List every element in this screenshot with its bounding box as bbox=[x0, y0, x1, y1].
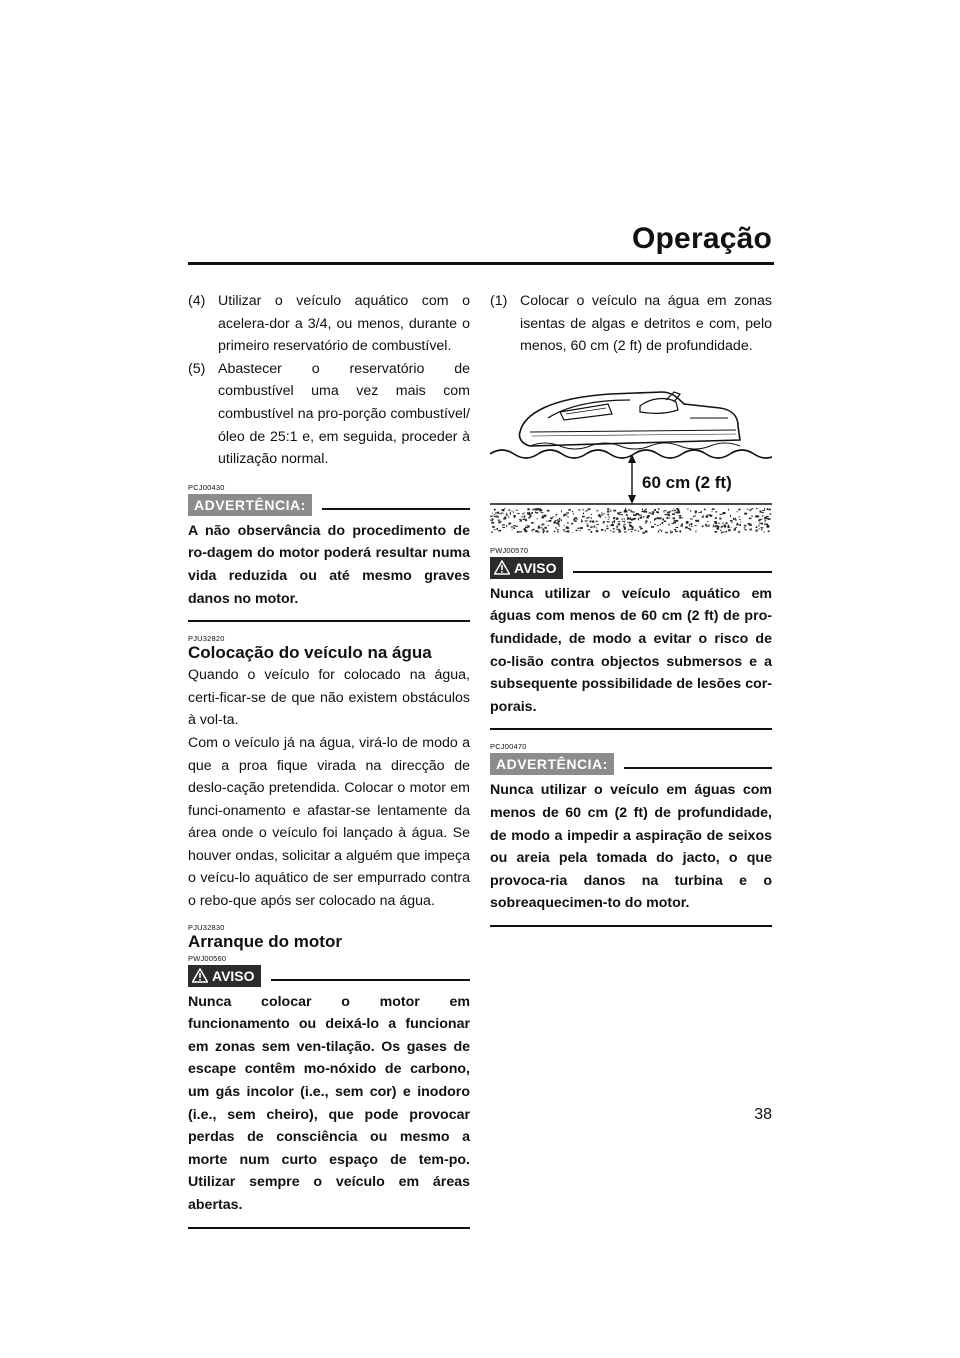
warning-triangle-icon bbox=[192, 968, 208, 983]
section-code: PJU32820 bbox=[188, 634, 225, 644]
warning-label bbox=[188, 965, 261, 987]
list-number: (4) bbox=[188, 293, 206, 309]
label-rule bbox=[271, 979, 470, 981]
warning-triangle-icon bbox=[494, 560, 510, 575]
warning-label-row bbox=[490, 557, 772, 579]
warning-end-rule bbox=[490, 728, 772, 730]
caution-end-rule bbox=[490, 925, 772, 927]
list-number: (1) bbox=[490, 293, 508, 309]
jetski-depth-figure bbox=[490, 374, 772, 534]
right-column bbox=[490, 290, 772, 927]
page-title: Operação bbox=[632, 222, 772, 255]
jetski-illustration bbox=[490, 374, 772, 534]
left-column bbox=[188, 290, 470, 1229]
section-heading: Arranque do motor bbox=[188, 931, 342, 951]
warning-end-rule bbox=[188, 1227, 470, 1229]
caution-text: Nunca utilizar o veículo em águas com menos de 60 cm (2 ft) de profundidade, de modo a impedir a aspiração de seixos ou areia pela tomada do jacto, o que provoca-ria danos na turbina e o sobreaquecimen-to do motor. bbox=[490, 782, 772, 912]
caution-label: ADVERTÊNCIA: bbox=[490, 753, 614, 775]
label-rule bbox=[322, 508, 470, 510]
list-item-5 bbox=[188, 358, 470, 471]
page-number: 38 bbox=[754, 1106, 772, 1123]
label-rule bbox=[573, 571, 772, 573]
warning-code: PWJ00560 bbox=[188, 953, 227, 963]
paragraph: Com o veículo já na água, virá-lo de modo a que a proa fique virada na direcção de deslo-cação pretendida. Colocar o motor em funci-onamento e afastar-se lentamente da área onde o veículo foi lançado à água. Se houver ondas, solicitar a alguém que impeça o veícu-lo aquático de ser empurrado contra o rebo-que após ser colocado na água. bbox=[188, 734, 470, 910]
paragraph: Quando o veículo for colocado na água, certi-ficar-se de que não existem obstáculos à vol-ta. bbox=[188, 667, 470, 729]
warning-label bbox=[490, 557, 563, 579]
caution-code: PCJ00470 bbox=[490, 742, 527, 752]
warning-label-row bbox=[188, 965, 470, 987]
caution-label-row bbox=[490, 753, 772, 775]
list-item-4 bbox=[188, 290, 470, 358]
list-number: (5) bbox=[188, 360, 206, 377]
section-heading: Colocação do veículo na água bbox=[188, 643, 432, 663]
depth-label: 60 cm (2 ft) bbox=[642, 472, 732, 492]
warning-text: Nunca utilizar o veículo aquático em águas com menos de 60 cm (2 ft) de pro-fundidade, de modo a evitar o risco de co-lisão contra objectos submersos e a subsequente possibilidade de lesões cor-porais. bbox=[490, 585, 772, 715]
list-text: Abastecer o reservatório de combustível uma vez mais com combustível na pro-porção combustível/óleo de 25:1 e, em seguida, proceder à utilização normal. bbox=[218, 360, 470, 468]
label-rule bbox=[624, 767, 772, 769]
list-text: Colocar o veículo na água em zonas isentas de algas e detritos e com, pelo menos, 60 cm (2 ft) de profundidade. bbox=[520, 293, 772, 355]
caution-label: ADVERTÊNCIA: bbox=[188, 494, 312, 516]
seabed-texture bbox=[490, 508, 771, 534]
warning-code: PWJ00570 bbox=[490, 545, 529, 555]
warning-text: Nunca colocar o motor em funcionamento ou deixá-lo a funcionar em zonas sem ven-tilação. Os gases de escape contêm mo-nóxido de carbono, um gás incolor (i.e., sem cor) e inodoro (i.e., sem cheiro), que pode provocar perdas de consciência ou mesmo a morte num curto espaço de tem-po. Utilizar sempre o veículo em áreas abertas. bbox=[188, 993, 470, 1213]
caution-end-rule bbox=[188, 620, 470, 622]
warning-label-text: AVISO bbox=[514, 559, 557, 576]
list-text: Utilizar o veículo aquático com o acelera-dor a 3/4, ou menos, durante o primeiro reservatório de combustível. bbox=[218, 293, 470, 355]
warning-label-text: AVISO bbox=[212, 967, 255, 984]
caution-code: PCJ00430 bbox=[188, 482, 225, 492]
title-rule bbox=[188, 262, 774, 265]
list-item-1 bbox=[490, 290, 772, 358]
caution-text: A não observância do procedimento de ro-dagem do motor poderá resultar numa vida reduzida ou até mesmo graves danos no motor. bbox=[188, 522, 470, 607]
section-code: PJU32830 bbox=[188, 922, 225, 932]
caution-label-row bbox=[188, 494, 470, 516]
